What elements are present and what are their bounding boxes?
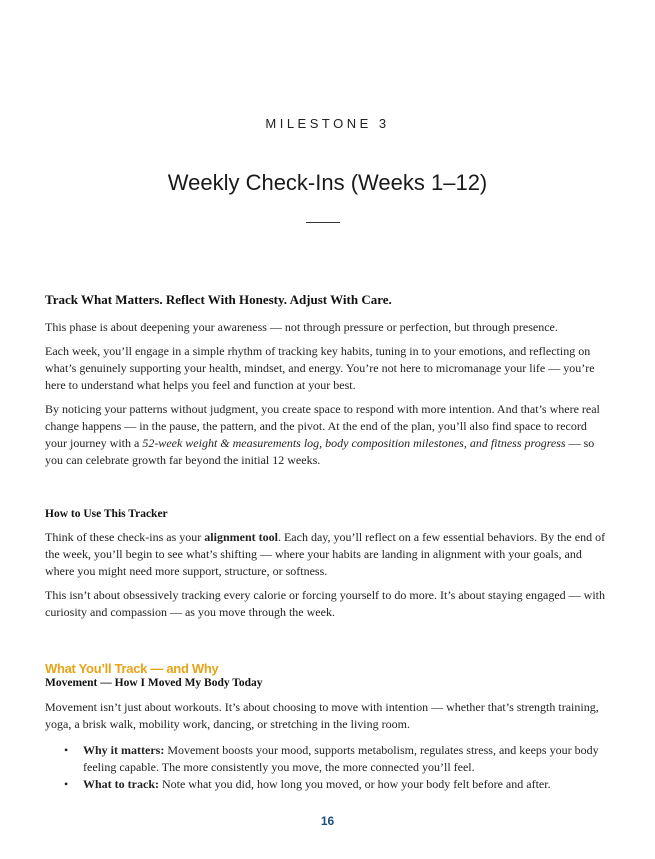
title-divider (306, 222, 340, 223)
how-p1-bold: alignment tool (204, 530, 278, 544)
page-title: Weekly Check-Ins (Weeks 1–12) (167, 170, 488, 195)
page-number: 16 (320, 814, 335, 828)
movement-bullet-list (45, 742, 610, 793)
movement-paragraph: Movement isn’t just about workouts. It’s about choosing to move with intention — whether that’s strength training, yoga, a brisk walk, mobility work, dancing, or stretching in the living room. (45, 700, 599, 731)
how-to-use-paragraph-1 (45, 529, 610, 580)
movement-subheading: Movement — How I Moved My Body Today (45, 677, 263, 689)
intro-p3-text-b: — so you can celebrate growth far beyond the initial 12 weeks. (45, 436, 595, 467)
milestone-label: MILESTONE 3 (265, 116, 390, 131)
intro-p3-text-a: By noticing your patterns without judgment, you create space to respond with more intention. And that’s where real change happens — in the pause, the pattern, and the pivot. At the end of the plan, you’ll also find space to record your journey with a (45, 402, 600, 450)
how-to-use-heading: How to Use This Tracker (45, 508, 168, 520)
bullet-icon: • (64, 777, 69, 791)
list-item (45, 776, 610, 793)
intro-paragraph-1: This phase is about deepening your awareness — not through pressure or perfection, but through presence. (45, 320, 558, 334)
track-section (45, 661, 610, 793)
bullet-text: Movement boosts your mood, supports metabolism, regulates stress, and keeps your body feeling capable. The more consistently you move, the more connected you’ll feel. (83, 743, 599, 774)
how-to-use-section (45, 508, 610, 621)
bullet-label: Why it matters: (83, 743, 165, 757)
bullet-icon: • (64, 743, 69, 757)
track-heading: What You’ll Track — and Why (45, 661, 219, 676)
bullet-label: What to track: (83, 777, 159, 791)
intro-paragraph-3 (45, 401, 610, 469)
intro-p3-emphasis: 52-week weight & measurements log, body composition milestones, and fitness progress (142, 436, 566, 450)
intro-section (45, 292, 610, 469)
how-p1-text-a: Think of these check-ins as your (45, 530, 205, 544)
how-to-use-paragraph-2: This isn’t about obsessively tracking every calorie or forcing yourself to do more. It’s about staying engaged — with curiosity and compassion — as you move through the week. (45, 588, 605, 619)
how-p1-text-b: . Each day, you’ll reflect on a few essential behaviors. By the end of the week, you’ll begin to see what’s shifting — where your habits are landing in alignment with your goals, and where you might need more support, structure, or softness. (45, 530, 606, 578)
list-item (45, 742, 610, 776)
intro-heading: Track What Matters. Reflect With Honesty. Adjust With Care. (45, 292, 392, 307)
intro-paragraph-2: Each week, you’ll engage in a simple rhythm of tracking key habits, tuning in to your emotions, and reflecting on what’s genuinely supporting your health, mindset, and energy. You’re not here to micromanage your life — you’re here to understand what helps you feel and function at your best. (45, 344, 595, 392)
bullet-text: Note what you did, how long you moved, or how your body felt before and after. (158, 777, 551, 791)
